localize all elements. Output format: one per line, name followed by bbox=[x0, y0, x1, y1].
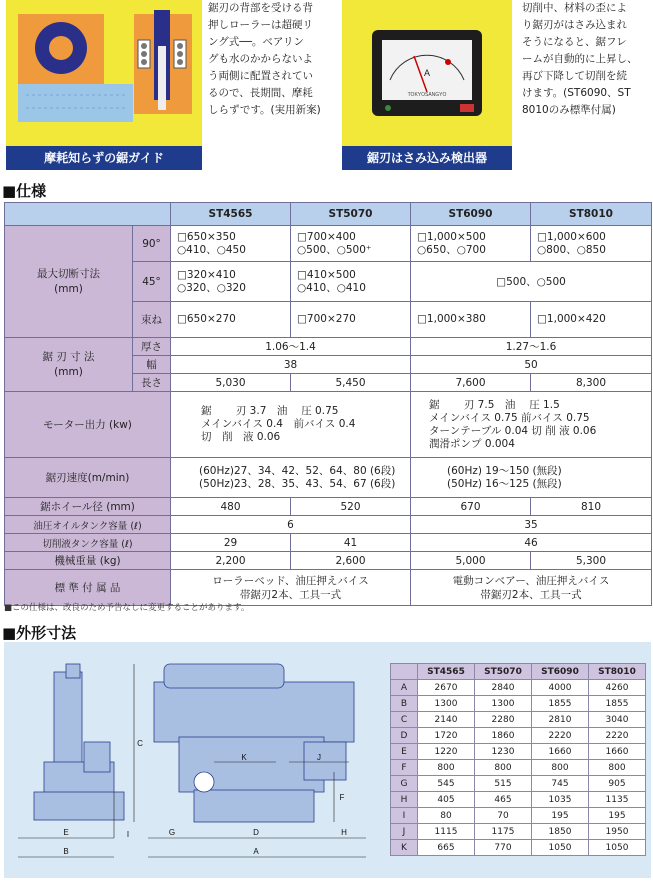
spec-section-title: ■仕様 bbox=[2, 182, 47, 200]
motor-output-small: 鋸 刃 3.7 油 圧 0.75 メインバイス 0.4 前バイス 0.4 切 削 液 0.06 bbox=[171, 392, 411, 458]
length-value: 8,300 bbox=[531, 374, 652, 392]
dim-cell: 405 bbox=[418, 792, 475, 808]
angle-90-label: 90° bbox=[133, 226, 171, 262]
motor-output-large: 鋸 刃 7.5 油 圧 1.5 メインバイス 0.75 前バイス 0.75 ターンテーブル 0.04 切 削 液 0.06 潤滑ポンプ 0.004 bbox=[411, 392, 652, 458]
model-header: ST4565 bbox=[171, 203, 291, 226]
dim-letter-e: E bbox=[63, 828, 69, 837]
cut90-value: □1,000×500 ○650、○700 bbox=[411, 226, 531, 262]
table-row bbox=[391, 680, 646, 696]
length-label: 長さ bbox=[133, 374, 171, 392]
weight-value: 2,200 bbox=[171, 552, 291, 570]
dim-cell: 800 bbox=[418, 760, 475, 776]
length-value: 5,030 bbox=[171, 374, 291, 392]
max-cut-label: 最大切断寸法 (mm) bbox=[5, 226, 133, 338]
dim-letter-j: J bbox=[317, 753, 321, 762]
bundle-label: 束ね bbox=[133, 302, 171, 338]
dim-letter-c: C bbox=[137, 739, 143, 748]
accessories-small: ローラーベッド、油圧押えバイス 帯鋸刃2本、工具一式 bbox=[171, 570, 411, 606]
dim-cell: 800 bbox=[589, 760, 646, 776]
dim-cell: 1135 bbox=[589, 792, 646, 808]
blade-size-label: 鋸 刃 寸 法 (mm) bbox=[5, 338, 133, 392]
blade-pinch-meter-illustration bbox=[342, 0, 512, 146]
dim-cell: 465 bbox=[475, 792, 532, 808]
table-row bbox=[391, 712, 646, 728]
bundle-value: □700×270 bbox=[291, 302, 411, 338]
dim-cell: 545 bbox=[418, 776, 475, 792]
spec-header-blank bbox=[5, 203, 171, 226]
spec-note: ■この仕様は、改良のため予告なしに変更することがあります。 bbox=[4, 603, 250, 613]
coolant-tank-value: 46 bbox=[411, 534, 652, 552]
detector-photo-panel bbox=[342, 0, 512, 170]
dim-cell: 3040 bbox=[589, 712, 646, 728]
spec-table bbox=[4, 202, 652, 606]
blade-speed-label: 鋸刃速度(m/min) bbox=[5, 458, 171, 498]
width-label: 幅 bbox=[133, 356, 171, 374]
wheel-value: 810 bbox=[531, 498, 652, 516]
table-row bbox=[391, 792, 646, 808]
thickness-label: 厚さ bbox=[133, 338, 171, 356]
dim-key: G bbox=[391, 776, 418, 792]
dim-letter-k: K bbox=[241, 753, 247, 762]
dim-cell: 4260 bbox=[589, 680, 646, 696]
dim-key: J bbox=[391, 824, 418, 840]
weight-value: 5,300 bbox=[531, 552, 652, 570]
dim-cell: 2220 bbox=[532, 728, 589, 744]
length-value: 5,450 bbox=[291, 374, 411, 392]
dim-letter-g: G bbox=[168, 828, 176, 837]
table-row bbox=[391, 728, 646, 744]
oil-tank-value: 6 bbox=[171, 516, 411, 534]
model-header: ST5070 bbox=[291, 203, 411, 226]
table-row bbox=[391, 808, 646, 824]
dim-cell: 2280 bbox=[475, 712, 532, 728]
dim-cell: 2220 bbox=[589, 728, 646, 744]
saw-guide-description: 鋸刃の背部を受ける背 押しローラーは超硬リ ング式──。ベアリン グも水のかからないよ う両側に配置されてい るので、長期間、摩耗 しらずです。(実用新案) bbox=[208, 2, 321, 116]
detector-caption: 鋸刃はさみ込み検出器 bbox=[342, 146, 512, 170]
table-row bbox=[391, 776, 646, 792]
dim-cell: 1220 bbox=[418, 744, 475, 760]
table-row bbox=[391, 840, 646, 856]
angle-45-label: 45° bbox=[133, 262, 171, 302]
bundle-value: □1,000×380 bbox=[411, 302, 531, 338]
dim-cell: 1230 bbox=[475, 744, 532, 760]
weight-value: 2,600 bbox=[291, 552, 411, 570]
table-row bbox=[391, 824, 646, 840]
coolant-tank-label: 切削液タンク容量 (ℓ) bbox=[5, 534, 171, 552]
dim-letter-a: A bbox=[253, 847, 259, 856]
dim-cell: 1050 bbox=[589, 840, 646, 856]
wheel-value: 480 bbox=[171, 498, 291, 516]
blade-speed-small: (60Hz)27、34、42、52、64、80 (6段) (50Hz)23、28、35、43、54、67 (6段) bbox=[171, 458, 411, 498]
oil-tank-value: 35 bbox=[411, 516, 652, 534]
dims-header-blank bbox=[391, 664, 418, 680]
dim-cell: 905 bbox=[589, 776, 646, 792]
dim-cell: 1300 bbox=[418, 696, 475, 712]
model-header: ST8010 bbox=[531, 203, 652, 226]
dim-cell: 1050 bbox=[532, 840, 589, 856]
table-row bbox=[391, 744, 646, 760]
meter-unit-label: A bbox=[423, 68, 431, 78]
dim-key: E bbox=[391, 744, 418, 760]
machine-dimension-drawing bbox=[4, 642, 382, 878]
dims-model-header: ST5070 bbox=[475, 664, 532, 680]
length-value: 7,600 bbox=[411, 374, 531, 392]
dim-cell: 195 bbox=[589, 808, 646, 824]
dim-cell: 1855 bbox=[532, 696, 589, 712]
dim-key: C bbox=[391, 712, 418, 728]
wheel-value: 520 bbox=[291, 498, 411, 516]
cut45-value: □500、○500 bbox=[411, 262, 652, 302]
dim-cell: 800 bbox=[532, 760, 589, 776]
dim-cell: 195 bbox=[532, 808, 589, 824]
wheel-value: 670 bbox=[411, 498, 531, 516]
dim-cell: 2670 bbox=[418, 680, 475, 696]
model-header: ST6090 bbox=[411, 203, 531, 226]
dim-cell: 2140 bbox=[418, 712, 475, 728]
thickness-value: 1.06〜1.4 bbox=[171, 338, 411, 356]
dim-letter-h: H bbox=[341, 828, 347, 837]
dim-cell: 1660 bbox=[589, 744, 646, 760]
accessories-label: 標 準 付 属 品 bbox=[5, 570, 171, 606]
oil-tank-label: 油圧オイルタンク容量 (ℓ) bbox=[5, 516, 171, 534]
cut45-value: □320×410 ○320、○320 bbox=[171, 262, 291, 302]
bundle-value: □650×270 bbox=[171, 302, 291, 338]
dims-model-header: ST6090 bbox=[532, 664, 589, 680]
saw-guide-caption: 摩耗知らずの鋸ガイド bbox=[6, 146, 202, 170]
dim-cell: 745 bbox=[532, 776, 589, 792]
saw-guide-photo-panel bbox=[6, 0, 202, 170]
dim-key: H bbox=[391, 792, 418, 808]
dim-cell: 4000 bbox=[532, 680, 589, 696]
dim-letter-f: F bbox=[339, 793, 345, 802]
coolant-tank-value: 29 bbox=[171, 534, 291, 552]
dim-cell: 1950 bbox=[589, 824, 646, 840]
bundle-value: □1,000×420 bbox=[531, 302, 652, 338]
cut90-value: □1,000×600 ○800、○850 bbox=[531, 226, 652, 262]
dim-key: A bbox=[391, 680, 418, 696]
dim-cell: 1175 bbox=[475, 824, 532, 840]
dim-letter-b: B bbox=[63, 847, 69, 856]
dim-key: I bbox=[391, 808, 418, 824]
weight-value: 5,000 bbox=[411, 552, 531, 570]
dim-cell: 800 bbox=[475, 760, 532, 776]
dims-section-title: ■外形寸法 bbox=[2, 624, 77, 642]
saw-guide-illustration bbox=[6, 0, 202, 146]
dim-key: D bbox=[391, 728, 418, 744]
dims-table bbox=[390, 663, 646, 856]
dim-cell: 1860 bbox=[475, 728, 532, 744]
dim-key: F bbox=[391, 760, 418, 776]
dims-model-header: ST8010 bbox=[589, 664, 646, 680]
dim-cell: 1720 bbox=[418, 728, 475, 744]
width-value: 50 bbox=[411, 356, 652, 374]
cut90-value: □700×400 ○500、○500⁺ bbox=[291, 226, 411, 262]
dim-cell: 1035 bbox=[532, 792, 589, 808]
dim-cell: 665 bbox=[418, 840, 475, 856]
machine-weight-label: 機械重量 (kg) bbox=[5, 552, 171, 570]
motor-output-label: モーター出力 (kw) bbox=[5, 392, 171, 458]
cut90-value: □650×350 ○410、○450 bbox=[171, 226, 291, 262]
dim-cell: 515 bbox=[475, 776, 532, 792]
wheel-diameter-label: 鋸ホイール径 (mm) bbox=[5, 498, 171, 516]
coolant-tank-value: 41 bbox=[291, 534, 411, 552]
dim-cell: 2840 bbox=[475, 680, 532, 696]
dim-letter-d: D bbox=[253, 828, 259, 837]
dim-cell: 1300 bbox=[475, 696, 532, 712]
thickness-value: 1.27〜1.6 bbox=[411, 338, 652, 356]
blade-speed-large: (60Hz) 19〜150 (無段) (50Hz) 16〜125 (無段) bbox=[411, 458, 652, 498]
table-row bbox=[391, 760, 646, 776]
dims-model-header: ST4565 bbox=[418, 664, 475, 680]
dim-key: K bbox=[391, 840, 418, 856]
dim-key: B bbox=[391, 696, 418, 712]
detector-description: 切削中、材料の歪によ り鋸刃がはさみ込まれ そうになると、鋸フレ ームが自動的に上昇し、 再び下降して切削を続 けます。(ST6090、ST 8010のみ標準付属) bbox=[522, 2, 638, 116]
dim-cell: 70 bbox=[475, 808, 532, 824]
dim-cell: 1855 bbox=[589, 696, 646, 712]
width-value: 38 bbox=[171, 356, 411, 374]
dim-letter-i: I bbox=[126, 830, 130, 839]
dim-cell: 1850 bbox=[532, 824, 589, 840]
accessories-large: 電動コンベアー、油圧押えバイス 帯鋸刃2本、工具一式 bbox=[411, 570, 652, 606]
table-row bbox=[391, 696, 646, 712]
dim-cell: 770 bbox=[475, 840, 532, 856]
dim-cell: 2810 bbox=[532, 712, 589, 728]
cut45-value: □410×500 ○410、○410 bbox=[291, 262, 411, 302]
dim-cell: 1115 bbox=[418, 824, 475, 840]
dim-cell: 1660 bbox=[532, 744, 589, 760]
dim-cell: 80 bbox=[418, 808, 475, 824]
meter-brand-label: TOKYOSANGYO bbox=[407, 92, 447, 98]
